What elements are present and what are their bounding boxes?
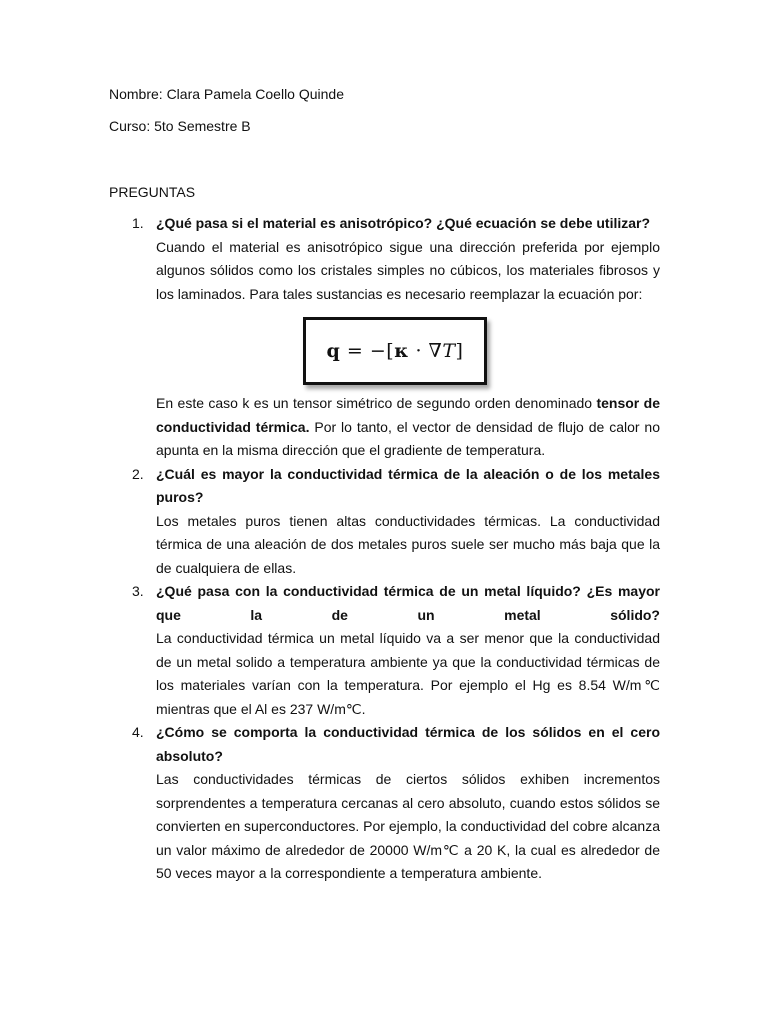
answer-paragraph-tail: mientras que el Al es 237 W/m℃. [156,700,366,717]
bold-term: tensor de conductividad térmica. [156,395,660,435]
section-heading: PREGUNTAS [109,184,196,200]
answer-paragraph: Los metales puros tienen altas conductividades térmicas. La conductividad térmica de una aleación de dos metales puros suele ser mucho más baja que la de cualquiera de ellas. [156,512,660,576]
question-title: ¿Qué pasa con la conductividad térmica de un metal líquido? ¿Es mayor que la de un metal sólido? [156,583,660,623]
answer-paragraph: En este caso k es un tensor simétrico de segundo orden denominado tensor de conductividad térmica. Por lo tanto, el vector de densidad de flujo de calor no apunta en la misma dirección que el gradiente de temperatura. [156,395,660,458]
question-4 [132,721,660,886]
question-number: 4. [132,724,144,740]
question-number: 3. [132,583,144,599]
question-title: ¿Qué pasa si el material es anisotrópico? ¿Qué ecuación se debe utilizar? [156,215,651,231]
equation: q = −[κ · ∇T] [326,340,464,362]
answer-paragraph: Las conductividades térmicas de ciertos sólidos exhiben incrementos sorprendentes a temperatura cercanas al cero absoluto, cuando estos sólidos se convierten en superconductores. Por ejemplo, la conductividad del cobre alcanza un valor máximo de alrededor de 20000 W/m℃ a 20 K, la cual es alrededor de 50 veces mayor a la correspondiente a temperatura ambiente. [156,771,660,881]
student-name: Nombre: Clara Pamela Coello Quinde [109,86,344,102]
question-number: 2. [132,465,144,482]
question-number: 1. [132,215,144,231]
question-2 [132,463,660,581]
question-title: ¿Cuál es mayor la conductividad térmica de la aleación o de los metales puros? [156,465,660,505]
answer-paragraph: Cuando el material es anisotrópico sigue una dirección preferida por ejemplo algunos sólidos como los cristales simples no cúbicos, los materiales fibrosos y los laminados. Para tales sustancias es necesario reemplazar la ecuación por: [156,238,660,302]
question-1 [132,212,660,463]
course-info: Curso: 5to Semestre B [109,118,251,134]
answer-paragraph: La conductividad térmica un metal líquido va a ser menor que la conductividad de un metal solido a temperatura ambiente ya que la conductividad térmicas de los materiales varían con la temperatura. Por ejemplo el Hg es 8.54 W/m℃ [156,630,660,693]
question-list [132,212,660,886]
equation-block [156,306,660,392]
question-3 [132,580,660,721]
question-title: ¿Cómo se comporta la conductividad térmica de los sólidos en el cero absoluto? [156,724,660,764]
equation-box [303,317,487,385]
